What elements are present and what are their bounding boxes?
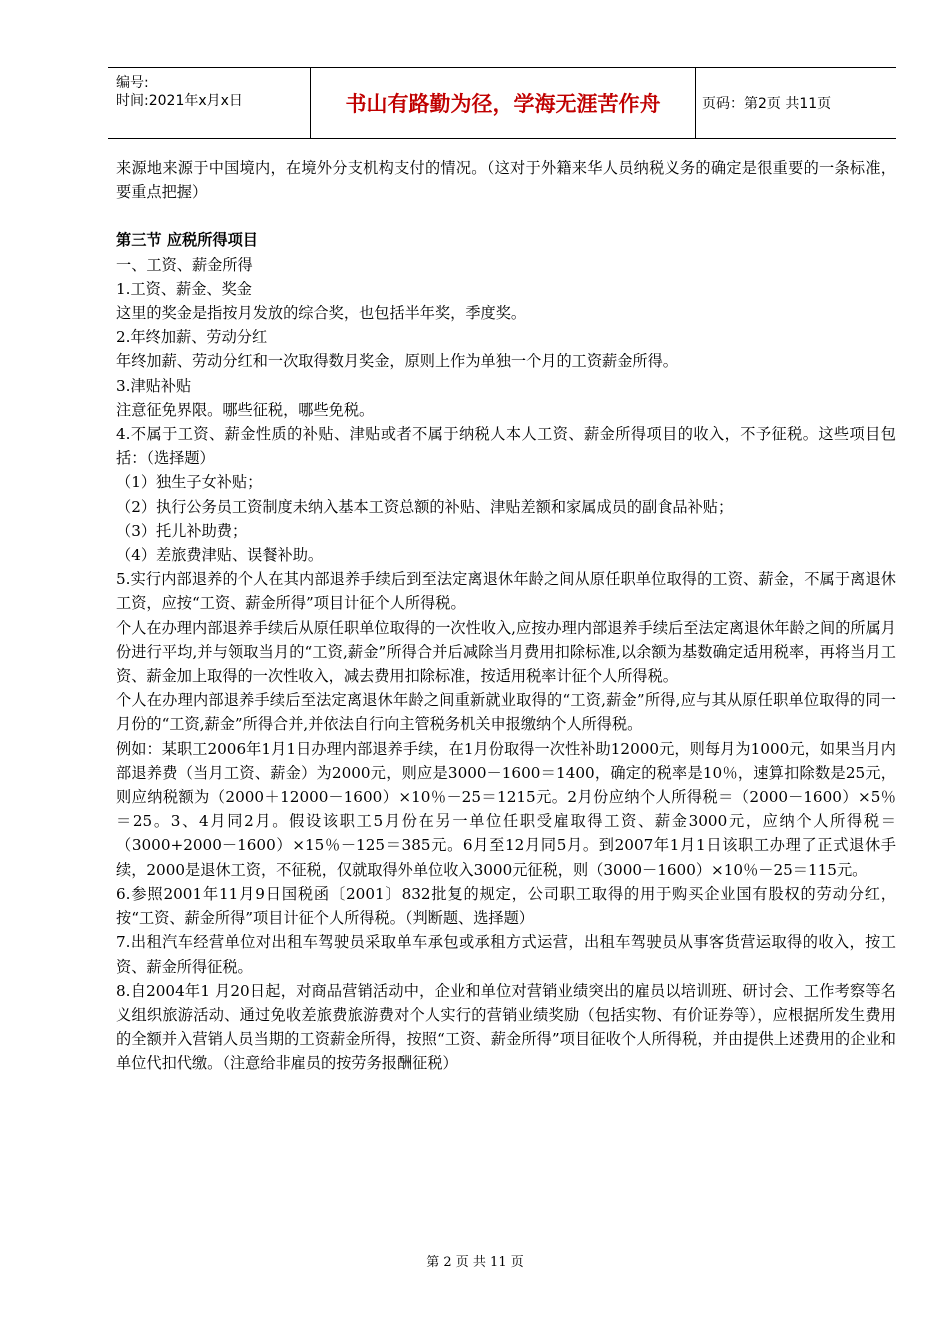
- paragraph: 来源地来源于中国境内，在境外分支机构支付的情况。（这对于外籍来华人员纳税义务的确定是很重要的一条标准，要重点把握）: [116, 159, 896, 202]
- item-title: 1.工资、薪金、奖金: [116, 279, 252, 298]
- paragraph: 个人在办理内部退养手续后至法定离退休年龄之间重新就业取得的“工资,薪金”所得,应与其从原任职单位取得的同一月份的“工资,薪金”所得合并,并依法自行向主管税务机关申报缴纳个人所得税。: [116, 691, 896, 734]
- header-meta: [108, 68, 311, 138]
- list-item: （2）执行公务员工资制度未纳入基本工资总额的补贴、津贴差额和家属成员的副食品补贴；: [116, 497, 734, 516]
- header-motto: 书山有路勤为径，学海无涯苦作舟: [311, 68, 696, 138]
- document-time-label: 时间:2021年x月x日: [116, 93, 243, 109]
- paragraph: 注意征免界限。哪些征税，哪些免税。: [116, 400, 375, 419]
- document-number-label: 编号:: [116, 75, 149, 91]
- paragraph: 4.不属于工资、薪金性质的补贴、津贴或者不属于纳税人本人工资、薪金所得项目的收入，不予征税。这些项目包括：（选择题）: [116, 425, 896, 468]
- paragraph: 6.参照2001年11月9日国税函〔2001〕832批复的规定，公司职工取得的用于购买企业国有股权的劳动分红，按“工资、薪金所得”项目计征个人所得税。（判断题、选择题）: [116, 884, 896, 928]
- paragraph: 年终加薪、劳动分红和一次取得数月奖金，原则上作为单独一个月的工资薪金所得。: [116, 352, 678, 371]
- page-footer: 第 2 页 共 11 页: [426, 1255, 524, 1270]
- page-header: [108, 67, 896, 139]
- item-title: 3.津贴补贴: [116, 376, 192, 395]
- document-body: [116, 156, 896, 1076]
- section-heading: 第三节 应税所得项目: [116, 231, 258, 250]
- list-item: （1）独生子女补贴；: [116, 473, 263, 492]
- paragraph: 这里的奖金是指按月发放的综合奖，也包括半年奖，季度奖。: [116, 304, 527, 323]
- list-item: （4）差旅费津贴、误餐补助。: [116, 546, 324, 565]
- list-item: （3）托儿补助费；: [116, 521, 248, 540]
- paragraph: 7.出租汽车经营单位对出租车驾驶员采取单车承包或承租方式运营，出租车驾驶员从事客货营运取得的收入，按工资、薪金所得征税。: [116, 933, 896, 976]
- example-paragraph: 例如：某职工2006年1月1日办理内部退养手续，在1月份取得一次性补助12000元，则每月为1000元，如果当月内部退养费（当月工资、薪金）为2000元，则应是3000－1600＝1400，确定的税率是10％，速算扣除数是25元，则应纳税额为（2000＋12000－1600）×10％－25＝1215元。2月份应纳个人所得税＝（2000－1600）×5％＝25。3、4月同2月。假设该职工5月份在另一单位任职受雇取得工资、薪金3000元，应纳个人所得税＝（3000+2000－1600）×15％－125＝385元。6月至12月同5月。到2007年1月1日该职工办理了正式退休手续，2000是退休工资，不征税，仅就取得外单位收入3000元征税，则（3000－1600）×10％－25＝115元。: [116, 739, 896, 879]
- subsection-title: 一、工资、薪金所得: [116, 255, 253, 274]
- item-title: 2.年终加薪、劳动分红: [116, 328, 268, 347]
- header-page-number: 页码：第2页 共11页: [702, 96, 832, 112]
- paragraph: 个人在办理内部退养手续后从原任职单位取得的一次性收入,应按办理内部退养手续后至法定离退休年龄之间的所属月份进行平均,并与领取当月的“工资,薪金”所得合并后减除当月费用扣除标准,以余额为基数确定适用税率，再将当月工资、薪金加上取得的一次性收入，减去费用扣除标准，按适用税率计征个人所得税。: [116, 618, 896, 686]
- paragraph: 8.自2004年1 月20日起，对商品营销活动中，企业和单位对营销业绩突出的雇员以培训班、研讨会、工作考察等名义组织旅游活动、通过免收差旅费旅游费对个人实行的营销业绩奖励（包括实物、有价证券等），应根据所发生费用的全额并入营销人员当期的工资薪金所得，按照“工资、薪金所得”项目征收个人所得税，并由提供上述费用的企业和单位代扣代缴。（注意给非雇员的按劳务报酬征税）: [116, 981, 896, 1073]
- paragraph: 5.实行内部退养的个人在其内部退养手续后到至法定离退休年龄之间从原任职单位取得的工资、薪金，不属于离退休工资，应按“工资、薪金所得”项目计征个人所得税。: [116, 570, 896, 613]
